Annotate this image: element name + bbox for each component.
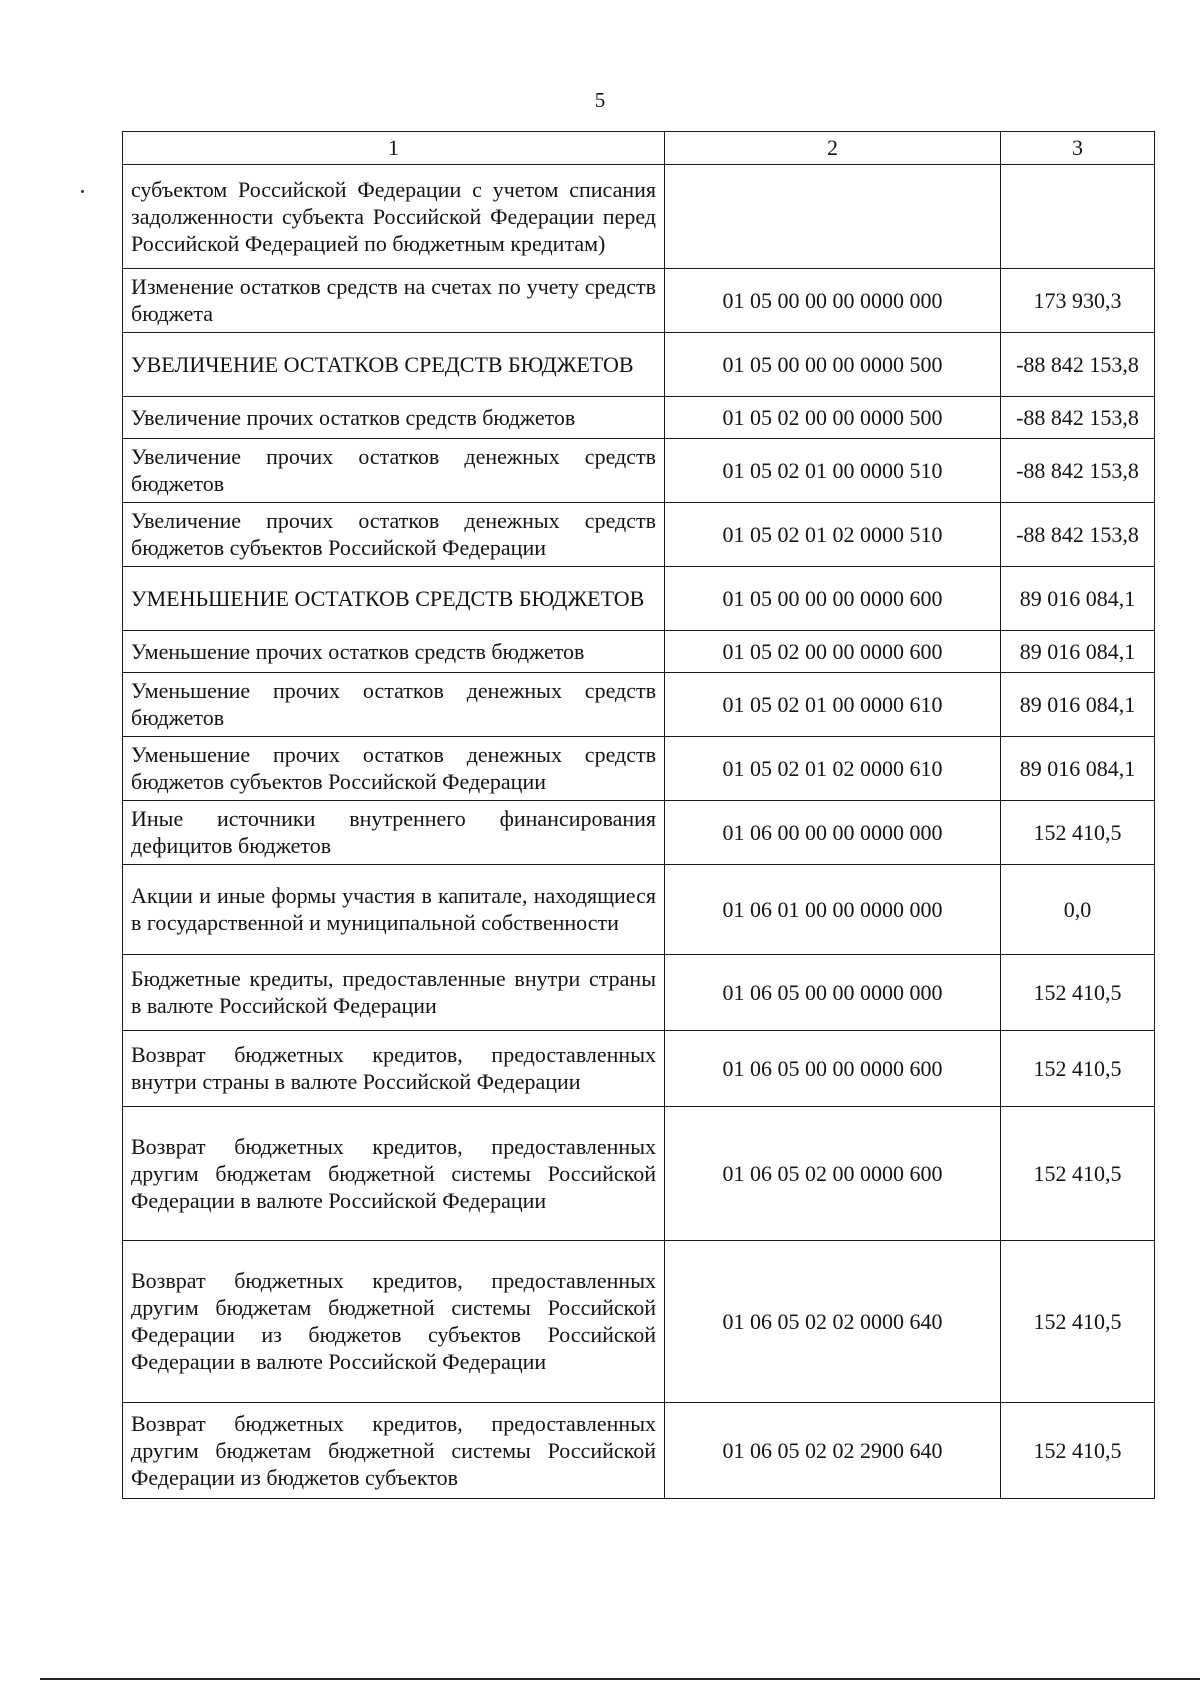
row-description: Бюджетные кредиты, предоставленные внутри страны в валюте Российской Федерации [123,955,665,1031]
row-description: Уменьшение прочих остатков денежных средств бюджетов субъектов Российской Федерации [123,737,665,801]
table-row [123,1107,1155,1241]
row-code: 01 05 00 00 00 0000 000 [665,269,1001,333]
row-amount: 89 016 084,1 [1001,567,1155,631]
row-code: 01 05 02 01 00 0000 610 [665,673,1001,737]
row-code: 01 05 00 00 00 0000 500 [665,333,1001,397]
row-description: Увеличение прочих остатков денежных средств бюджетов [123,439,665,503]
table-row [123,397,1155,439]
row-amount [1001,165,1155,269]
table-row [123,801,1155,865]
row-description: Уменьшение прочих остатков денежных средств бюджетов [123,673,665,737]
row-description: УМЕНЬШЕНИЕ ОСТАТКОВ СРЕДСТВ БЮДЖЕТОВ [123,567,665,631]
row-amount: 152 410,5 [1001,1403,1155,1499]
table-row [123,955,1155,1031]
row-amount: -88 842 153,8 [1001,397,1155,439]
row-amount: 152 410,5 [1001,1241,1155,1403]
row-description: УВЕЛИЧЕНИЕ ОСТАТКОВ СРЕДСТВ БЮДЖЕТОВ [123,333,665,397]
table-row [123,673,1155,737]
row-description: Увеличение прочих остатков денежных средств бюджетов субъектов Российской Федерации [123,503,665,567]
row-amount: 152 410,5 [1001,955,1155,1031]
row-description: Возврат бюджетных кредитов, предоставленных другим бюджетам бюджетной системы Российской Федерации из бюджетов субъектов Российской Федерации в валюте Российской Федерации [123,1241,665,1403]
row-code: 01 05 02 00 00 0000 500 [665,397,1001,439]
row-code: 01 06 05 02 02 0000 640 [665,1241,1001,1403]
row-code: 01 05 02 01 02 0000 510 [665,503,1001,567]
row-description: Уменьшение прочих остатков средств бюджетов [123,631,665,673]
column-header-2: 2 [665,132,1001,165]
row-description: Возврат бюджетных кредитов, предоставленных внутри страны в валюте Российской Федерации [123,1031,665,1107]
row-amount: 89 016 084,1 [1001,673,1155,737]
row-code [665,165,1001,269]
row-amount: 89 016 084,1 [1001,631,1155,673]
row-amount: 0,0 [1001,865,1155,955]
row-code: 01 06 05 02 00 0000 600 [665,1107,1001,1241]
row-amount: -88 842 153,8 [1001,439,1155,503]
table-row [123,567,1155,631]
row-code: 01 05 02 01 02 0000 610 [665,737,1001,801]
row-code: 01 05 00 00 00 0000 600 [665,567,1001,631]
table-row [123,269,1155,333]
row-amount: -88 842 153,8 [1001,503,1155,567]
column-header-1: 1 [123,132,665,165]
table-row [123,737,1155,801]
table-row [123,865,1155,955]
row-amount: 152 410,5 [1001,801,1155,865]
row-description: субъектом Российской Федерации с учетом списания задолженности субъекта Российской Федерации перед Российской Федерацией по бюджетным кредитам) [123,165,665,269]
row-code: 01 06 05 00 00 0000 600 [665,1031,1001,1107]
table-row [123,165,1155,269]
table-row [123,503,1155,567]
row-amount: 173 930,3 [1001,269,1155,333]
table-row [123,1031,1155,1107]
table-row [123,631,1155,673]
row-description: Изменение остатков средств на счетах по учету средств бюджета [123,269,665,333]
row-code: 01 06 01 00 00 0000 000 [665,865,1001,955]
row-code: 01 06 05 02 02 2900 640 [665,1403,1001,1499]
table-row [123,333,1155,397]
row-description: Увеличение прочих остатков средств бюджетов [123,397,665,439]
column-header-3: 3 [1001,132,1155,165]
budget-sources-table [122,131,1155,1499]
page-bottom-rule [40,1678,1200,1680]
row-amount: 89 016 084,1 [1001,737,1155,801]
row-amount: -88 842 153,8 [1001,333,1155,397]
row-description: Возврат бюджетных кредитов, предоставленных другим бюджетам бюджетной системы Российской Федерации из бюджетов субъектов [123,1403,665,1499]
page-number: 5 [594,88,606,112]
row-description: Акции и иные формы участия в капитале, находящиеся в государственной и муниципальной собственности [123,865,665,955]
row-description: Возврат бюджетных кредитов, предоставленных другим бюджетам бюджетной системы Российской Федерации в валюте Российской Федерации [123,1107,665,1241]
table-row [123,1241,1155,1403]
row-description: Иные источники внутреннего финансирования дефицитов бюджетов [123,801,665,865]
row-amount: 152 410,5 [1001,1031,1155,1107]
row-code: 01 06 00 00 00 0000 000 [665,801,1001,865]
table-header-row [123,132,1155,165]
row-code: 01 05 02 01 00 0000 510 [665,439,1001,503]
table-row [123,439,1155,503]
table-row [123,1403,1155,1499]
row-code: 01 05 02 00 00 0000 600 [665,631,1001,673]
scan-speck [81,190,84,193]
row-amount: 152 410,5 [1001,1107,1155,1241]
row-code: 01 06 05 00 00 0000 000 [665,955,1001,1031]
